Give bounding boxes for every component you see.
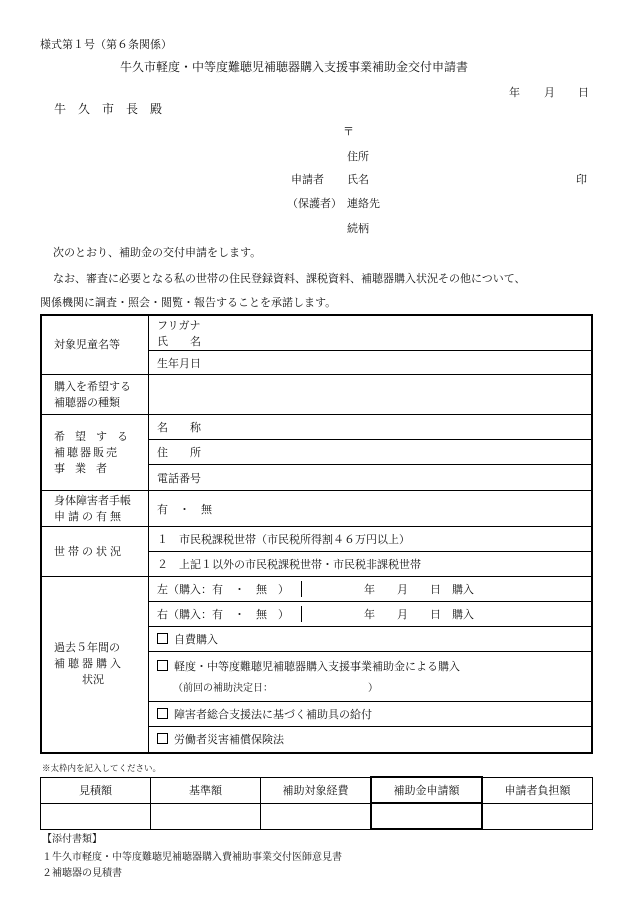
- amount-header-eligible: 補助対象経費: [261, 777, 372, 803]
- seller-name-cell[interactable]: 名 称: [149, 415, 593, 440]
- amount-header-burden: 申請者負担額: [482, 777, 593, 803]
- previous-decision-date: （前回の補助決定日： ）: [173, 682, 378, 694]
- handbook-label-cell: 身体障害者手帳 申請の有無: [41, 491, 149, 527]
- option-self-purchase[interactable]: 自費購入: [149, 627, 593, 652]
- right-purchase-cell[interactable]: 右（購入：有 ・ 無 ） 年 月 日 購入: [149, 602, 593, 627]
- welfare-checkbox[interactable]: [157, 708, 168, 719]
- amount-estimate-input[interactable]: [41, 803, 151, 829]
- amount-table: [40, 776, 593, 830]
- form-title: 牛久市軽度・中等度難聴児補聴器購入支援事業補助金交付申請書: [120, 60, 469, 74]
- child-name-cell[interactable]: [149, 315, 593, 351]
- seller-label-cell: 希望する 補聴器販売 事業者: [41, 415, 149, 491]
- child-name-label: 氏 名: [157, 335, 201, 348]
- self-purchase-checkbox[interactable]: [157, 633, 168, 644]
- guardian-label: （保護者）: [287, 197, 342, 210]
- seal-mark: 印: [576, 173, 587, 186]
- note: ※太枠内を記入してください。: [42, 764, 162, 774]
- form-number: 様式第１号（第６条関係）: [40, 38, 172, 51]
- application-table: [40, 314, 593, 754]
- relation-label: 続柄: [347, 222, 369, 235]
- amount-header-standard: 基準額: [151, 777, 261, 803]
- intro-line-2: なお、審査に必要となる私の世帯の住民登録資料、課税資料、補聴器購入状況その他について、: [53, 272, 526, 285]
- seller-phone-cell[interactable]: 電話番号: [149, 465, 593, 491]
- child-label-cell: 対象児童名等: [41, 315, 149, 375]
- labor-insurance-checkbox[interactable]: [157, 733, 168, 744]
- date-day: 日: [578, 86, 589, 99]
- attachment-2: ２補聴器の見積書: [42, 868, 122, 879]
- attachments-title: 【添付書類】: [42, 834, 102, 845]
- history-label-cell: 過去５年間の 補聴器購入 状況: [41, 577, 149, 753]
- date-year: 年: [509, 86, 520, 99]
- amount-burden-input[interactable]: [482, 803, 593, 829]
- handbook-value-cell[interactable]: 有 ・ 無: [149, 491, 593, 527]
- intro-line-1: 次のとおり、補助金の交付申請をします。: [53, 246, 262, 259]
- applicant-role: 申請者: [291, 173, 324, 186]
- intro-line-3: 関係機関に調査・照会・閲覧・報告することを承諾します。: [40, 296, 337, 309]
- attachment-1: １牛久市軽度・中等度難聴児補聴器購入費補助事業交付医師意見書: [42, 852, 342, 863]
- household-label-cell: 世帯の状況: [41, 527, 149, 577]
- left-purchase-cell[interactable]: 左（購入：有 ・ 無 ） 年 月 日 購入: [149, 577, 593, 602]
- option-subsidy-purchase[interactable]: 軽度・中等度難聴児補聴器購入支援事業補助金による購入 （前回の補助決定日： ）: [149, 652, 593, 702]
- birth-cell[interactable]: 生年月日: [149, 351, 593, 375]
- amount-header-estimate: 見積額: [41, 777, 151, 803]
- amount-eligible-input[interactable]: [261, 803, 372, 829]
- household-option-2[interactable]: ２ 上記１以外の市民税課税世帯・市民税非課税世帯: [149, 552, 593, 577]
- address-label: 住所: [347, 150, 369, 163]
- furigana-label: フリガナ: [157, 319, 201, 332]
- household-option-1[interactable]: １ 市民税課税世帯（市民税所得割４６万円以上）: [149, 527, 593, 552]
- option-welfare[interactable]: 障害者総合支援法に基づく補助具の給付: [149, 702, 593, 727]
- device-type-cell[interactable]: [149, 375, 593, 415]
- amount-header-request: 補助金申請額: [371, 777, 482, 803]
- amount-request-input[interactable]: [371, 803, 482, 829]
- device-label-cell: 購入を希望する 補聴器の種類: [41, 375, 149, 415]
- name-label: 氏名: [347, 173, 369, 186]
- postal-mark: 〒: [343, 125, 354, 138]
- seller-address-cell[interactable]: 住 所: [149, 440, 593, 465]
- addressee: 牛 久 市 長 殿: [54, 102, 163, 116]
- subsidy-purchase-checkbox[interactable]: [157, 660, 168, 671]
- date-month: 月: [544, 86, 555, 99]
- option-labor-insurance[interactable]: 労働者災害補償保険法: [149, 727, 593, 753]
- contact-label: 連絡先: [347, 197, 380, 210]
- amount-standard-input[interactable]: [151, 803, 261, 829]
